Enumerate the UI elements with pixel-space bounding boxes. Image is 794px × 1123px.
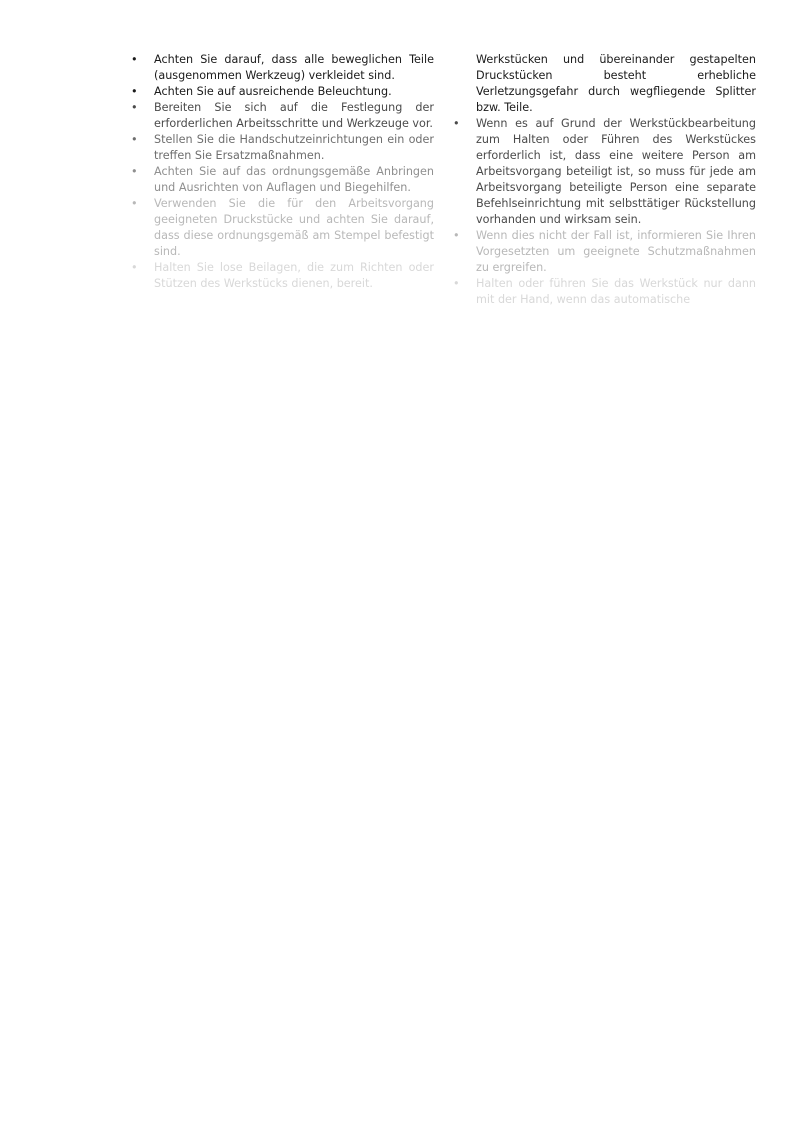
list-item-text: Bereiten Sie sich auf die Festlegung der erforderlichen Arbeitsschritte und Werkzeuge vor.	[154, 101, 434, 130]
right-bullet-list	[476, 116, 756, 308]
continued-paragraph: Werkstücken und übereinander gestapelten Druckstücken besteht erhebliche Verletzungsgefahr durch wegfliegende Splitter bzw. Teile.	[476, 53, 756, 114]
right-column	[476, 52, 756, 306]
list-item	[154, 132, 434, 164]
list-item-text: Wenn es auf Grund der Werkstückbearbeitung zum Halten oder Führen des Werkstückes erforderlich ist, dass eine weitere Person am Arbeitsvorgang beteiligt ist, so muss für jede am Arbeitsvorgang beteiligte Person eine separate Befehlseinrichtung mit selbsttätiger Rückstellung vorhanden und wirksam sein.	[476, 117, 756, 226]
left-column	[154, 52, 434, 288]
list-item-text: Halten oder führen Sie das Werkstück nur dann mit der Hand, wenn das automatische	[476, 277, 756, 306]
list-item-text: Achten Sie darauf, dass alle beweglichen Teile (ausgenommen Werkzeug) verkleidet sind.	[154, 53, 434, 82]
list-item-text: Stellen Sie die Handschutzeinrichtungen ein oder treffen Sie Ersatzmaßnahmen.	[154, 133, 434, 162]
list-item	[154, 260, 434, 292]
list-item	[476, 276, 756, 308]
list-item	[154, 164, 434, 196]
list-item	[476, 116, 756, 228]
list-item-text: Halten Sie lose Beilagen, die zum Richten oder Stützen des Werkstücks dienen, bereit.	[154, 261, 434, 290]
left-bullet-list	[154, 52, 434, 292]
list-item	[154, 100, 434, 132]
list-item	[154, 196, 434, 260]
list-item-text: Wenn dies nicht der Fall ist, informieren Sie Ihren Vorgesetzten um geeignete Schutzmaßnahmen zu ergreifen.	[476, 229, 756, 274]
list-item-text: Achten Sie auf ausreichende Beleuchtung.	[154, 85, 392, 98]
list-item	[154, 84, 434, 100]
list-item	[476, 228, 756, 276]
list-item	[154, 52, 434, 84]
list-item-text: Achten Sie auf das ordnungsgemäße Anbringen und Ausrichten von Auflagen und Biegehilfen.	[154, 165, 434, 194]
list-item-text: Verwenden Sie die für den Arbeitsvorgang geeigneten Druckstücke und achten Sie darauf, dass diese ordnungsgemäß am Stempel befestigt sind.	[154, 197, 434, 258]
